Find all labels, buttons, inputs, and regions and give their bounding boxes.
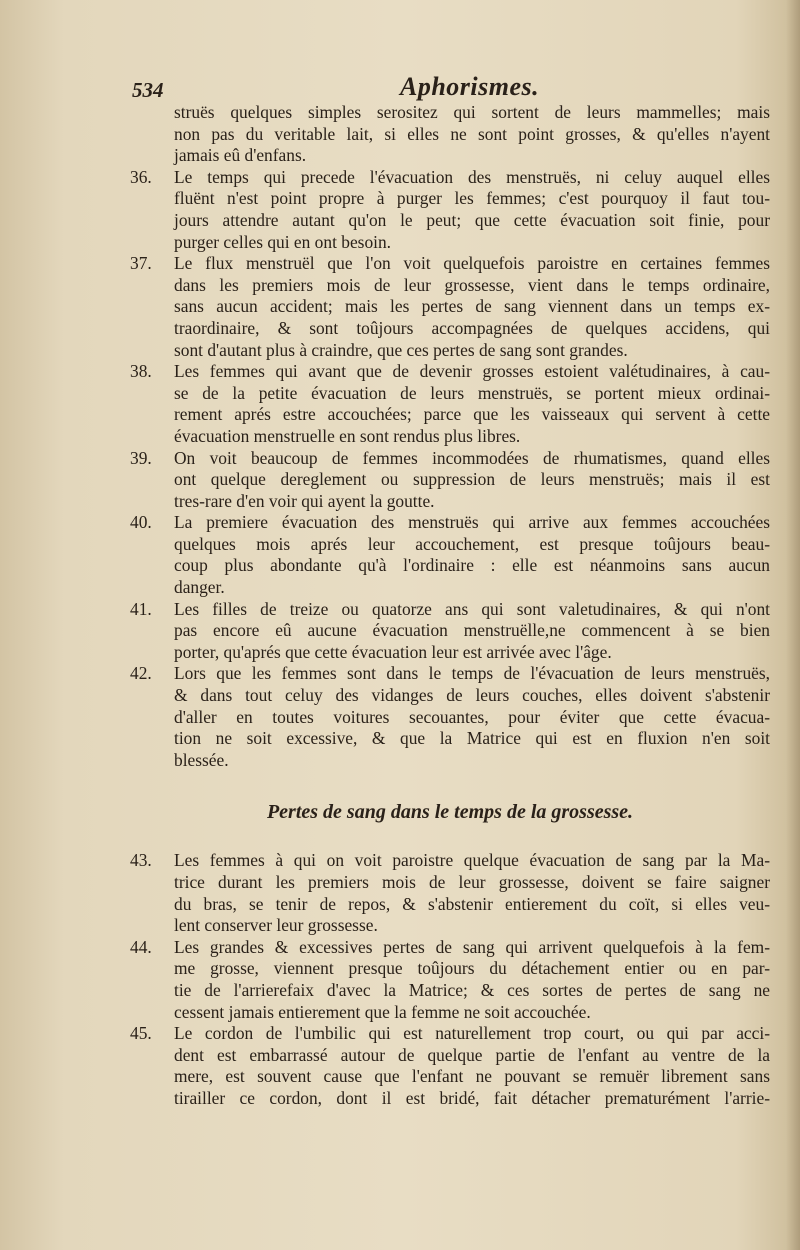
text-line xyxy=(130,1066,770,1088)
line-text: jamais eû d'enfans. xyxy=(174,145,307,166)
aphorism-number: 44. xyxy=(130,936,152,957)
line-text: sans aucun accident; mais les pertes de sang viennent dans un temps ex- xyxy=(174,296,770,317)
page-number: 534 xyxy=(132,78,164,102)
aphorism xyxy=(130,253,770,361)
aphorism xyxy=(130,663,770,771)
text-line xyxy=(130,872,770,894)
line-text: évacuation menstruelle en sont rendus plus libres. xyxy=(174,425,521,446)
aphorism xyxy=(130,1023,770,1109)
line-text: me grosse, viennent presque toûjours du détachement entier ou en par- xyxy=(174,958,770,979)
running-title: Aphorismes. xyxy=(400,72,540,101)
text-line xyxy=(130,750,770,772)
line-text: rement aprés estre accouchées; parce que les vaisseaux qui servent à cette xyxy=(174,404,770,425)
line-text: quelques mois aprés leur accouchement, est presque toûjours beau- xyxy=(174,533,770,554)
aphorisms-before xyxy=(130,102,770,771)
aphorism-number: 38. xyxy=(130,361,152,382)
text-line xyxy=(130,915,770,937)
line-text: mere, est souvent cause que l'enfant ne pouvant se remuër librement sans xyxy=(174,1066,770,1087)
line-text: Les grandes & excessives pertes de sang qui arrivent quelquefois à la fem- xyxy=(174,936,770,957)
text-line xyxy=(130,124,770,146)
line-text: danger. xyxy=(174,577,225,598)
text-line xyxy=(130,469,770,491)
aphorism xyxy=(130,361,770,447)
text-line xyxy=(130,383,770,405)
text-line xyxy=(130,663,770,685)
aphorism xyxy=(130,850,770,936)
line-text: blessée. xyxy=(174,749,229,770)
text-line xyxy=(130,448,770,470)
text-line xyxy=(130,253,770,275)
aphorism-number: 41. xyxy=(130,598,152,619)
line-text: & dans tout celuy des vidanges de leurs couches, elles doivent s'abstenir xyxy=(174,685,770,706)
line-text: du bras, se tenir de repos, & s'abstenir entierement du coït, si elles veu- xyxy=(174,893,770,914)
aphorism-number: 42. xyxy=(130,663,152,684)
line-text: ont quelque dereglement ou suppression de leurs menstruës; mais il est xyxy=(174,469,770,490)
line-text: Lors que les femmes sont dans le temps de l'évacuation de leurs menstruës, xyxy=(174,663,770,684)
text-line xyxy=(130,555,770,577)
text-line xyxy=(130,850,770,872)
line-text: dans les premiers mois de leur grossesse, vient dans le temps ordinaire, xyxy=(174,274,770,295)
line-text: trice durant les premiers mois de leur grossesse, doivent se faire saigner xyxy=(174,872,770,892)
text-line xyxy=(130,937,770,959)
line-text: Les femmes à qui on voit paroistre quelque évacuation de sang par la Ma- xyxy=(174,850,770,871)
text-line xyxy=(130,318,770,340)
line-text: Les femmes qui avant que de devenir grosses estoient valétudinaires, à cau- xyxy=(174,361,770,382)
text-line xyxy=(130,188,770,210)
line-text: cessent jamais entierement que la femme ne soit accouchée. xyxy=(174,1001,591,1022)
aphorism xyxy=(130,937,770,1023)
page-header xyxy=(130,70,770,102)
line-text: fluënt n'est point propre à purger les femmes; c'est pourquoy il faut tou- xyxy=(174,188,770,209)
spacer xyxy=(130,771,770,795)
line-text: purger celles qui en ont besoin. xyxy=(174,231,392,252)
aphorism-number: 40. xyxy=(130,512,152,533)
aphorism xyxy=(130,448,770,513)
text-line xyxy=(130,296,770,318)
aphorism-number: 43. xyxy=(130,850,152,871)
line-text: Le temps qui precede l'évacuation des menstruës, ni celuy auquel elles xyxy=(174,166,770,187)
text-line xyxy=(130,275,770,297)
aphorisms-after xyxy=(130,850,770,1109)
text-line xyxy=(130,577,770,599)
aphorism-number: 37. xyxy=(130,253,152,274)
text-line xyxy=(130,707,770,729)
text-line xyxy=(130,512,770,534)
section-heading: Pertes de sang dans le temps de la grossesse. xyxy=(266,801,634,824)
text-line xyxy=(130,167,770,189)
line-text: se de la petite évacuation de leurs menstruës, se portent mieux ordinai- xyxy=(174,382,770,403)
line-text: tres-rare d'en voir qui ayent la goutte. xyxy=(174,490,435,511)
text-line xyxy=(130,1002,770,1024)
line-text: La premiere évacuation des menstruës qui arrive aux femmes accouchées xyxy=(174,512,770,533)
line-text: coup plus abondante qu'à l'ordinaire : elle est néanmoins sans aucun xyxy=(174,555,770,576)
text-line xyxy=(130,1088,770,1110)
line-text: Le cordon de l'umbilic qui est naturellement trop court, ou qui par acci- xyxy=(174,1023,770,1044)
line-text: dent est embarrassé autour de quelque partie de l'enfant au ventre de la xyxy=(174,1044,770,1065)
line-text: tion ne soit excessive, & que la Matrice qui est en fluxion n'en soit xyxy=(174,728,770,749)
text-line xyxy=(130,426,770,448)
aphorism-number: 39. xyxy=(130,447,152,468)
text-line xyxy=(130,232,770,254)
text-line xyxy=(130,210,770,232)
line-text: pas encore eû aucune évacuation menstruëlle,ne commencent à se bien xyxy=(174,620,770,641)
text-line xyxy=(130,642,770,664)
text-line xyxy=(130,340,770,362)
text-line xyxy=(130,145,770,167)
line-text: tie de l'arrierefaix d'avec la Matrice; & ces sortes de pertes de sang ne xyxy=(174,979,770,1000)
line-text: sont d'autant plus à craindre, que ces pertes de sang sont grandes. xyxy=(174,339,628,360)
text-line xyxy=(130,1023,770,1045)
line-text: porter, qu'aprés que cette évacuation leur est arrivée avec l'âge. xyxy=(174,641,612,662)
text-line xyxy=(130,980,770,1002)
line-text: non pas du veritable lait, si elles ne sont point grosses, & qu'elles n'ayent xyxy=(174,123,770,144)
text-line xyxy=(130,685,770,707)
line-text: lent conserver leur grossesse. xyxy=(174,915,378,936)
line-text: tirailler ce cordon, dont il est bridé, fait détacher prematurément l'arrie- xyxy=(174,1087,770,1108)
aphorism xyxy=(130,167,770,253)
aphorism xyxy=(130,599,770,664)
text-line xyxy=(130,894,770,916)
text-line xyxy=(130,620,770,642)
page-edge-shadow xyxy=(786,0,800,1250)
text-block xyxy=(130,70,770,1110)
line-text: Le flux menstruël que l'on voit quelquefois paroistre en certaines femmes xyxy=(174,253,770,274)
line-text: struës quelques simples serositez qui sortent de leurs mammelles; mais xyxy=(174,102,770,122)
text-line xyxy=(130,404,770,426)
aphorism-number: 36. xyxy=(130,166,152,187)
text-line xyxy=(130,958,770,980)
text-line xyxy=(130,728,770,750)
line-text: d'aller en toutes voitures secouantes, pour éviter que cette évacua- xyxy=(174,706,770,727)
line-text: traordinaire, & sont toûjours accompagnées de quelques accidens, qui xyxy=(174,317,770,338)
line-text: On voit beaucoup de femmes incommodées de rhumatismes, quand elles xyxy=(174,447,770,468)
text-line xyxy=(130,361,770,383)
text-line xyxy=(130,102,770,124)
text-line xyxy=(130,491,770,513)
aphorism-number: 45. xyxy=(130,1023,152,1044)
text-line xyxy=(130,534,770,556)
text-line xyxy=(130,1045,770,1067)
aphorism xyxy=(130,512,770,598)
text-line xyxy=(130,599,770,621)
aphorism xyxy=(130,102,770,167)
line-text: jours attendre autant qu'on le peut; que cette évacuation soit finie, pour xyxy=(174,209,770,230)
line-text: Les filles de treize ou quatorze ans qui sont valetudinaires, & qui n'ont xyxy=(174,598,770,619)
